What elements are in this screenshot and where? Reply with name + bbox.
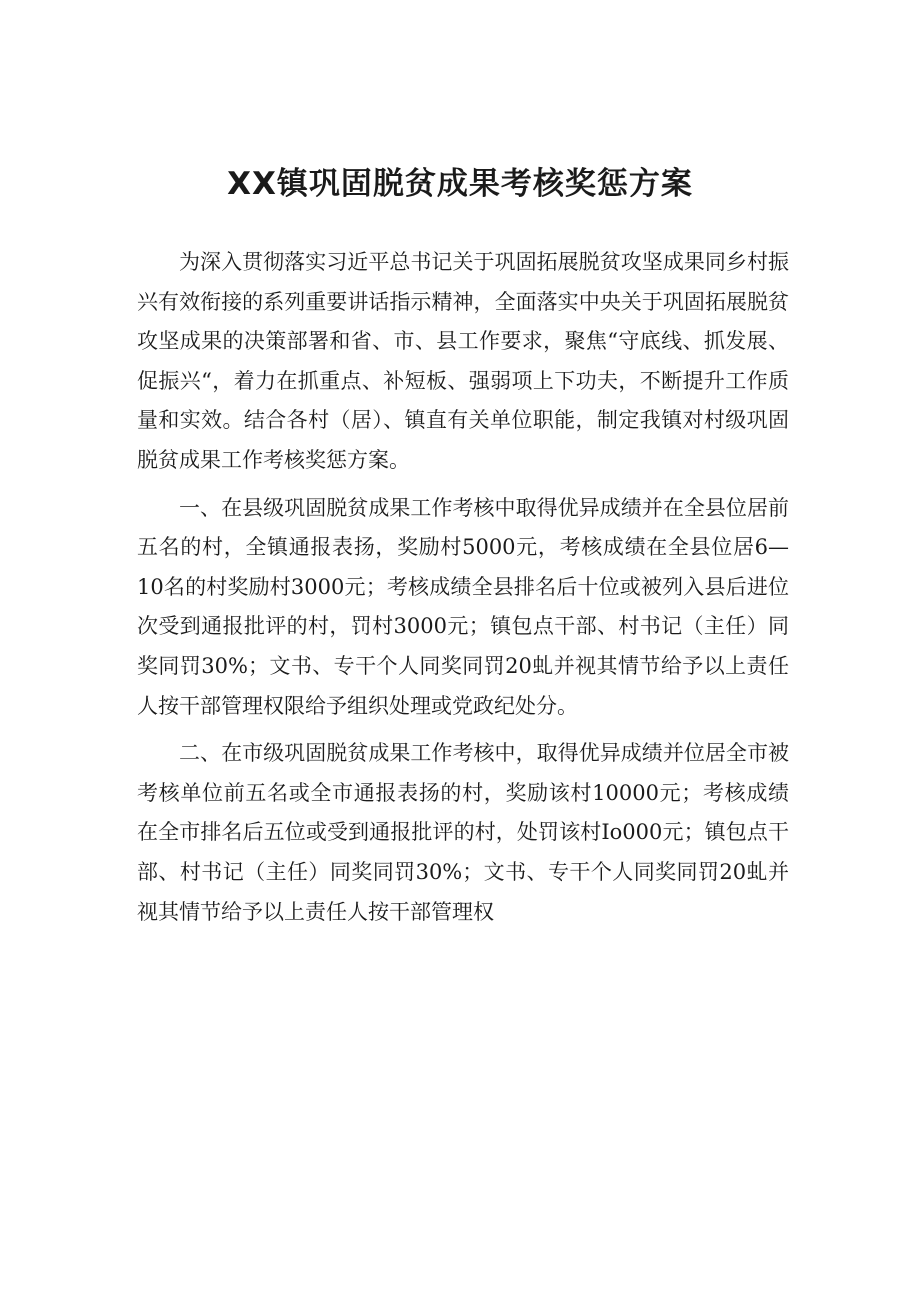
paragraph-city-assessment: 二、在市级巩固脱贫成果工作考核中，取得优异成绩并位居全市被考核单位前五名或全市通报表扬的村，奖励该村10000元；考核成绩在全市排名后五位或受到通报批评的村，处罚该村Io000元；镇包点干部、村书记（主任）同奖同罚30%；文书、专干个人同奖同罚20虬并视其情节给予以上责任人按干部管理权	[137, 741, 789, 924]
document-title: XX镇巩固脱贫成果考核奖惩方案	[227, 166, 693, 202]
paragraph-county-assessment: 一、在县级巩固脱贫成果工作考核中取得优异成绩并在全县位居前五名的村，全镇通报表扬，奖励村5000元，考核成绩在全县位居6—10名的村奖励村3000元；考核成绩全县排名后十位或被列入县后进位次受到通报批评的村，罚村3000元；镇包点干部、村书记（主任）同奖同罚30%；文书、专干个人同奖同罚20虬并视其情节给予以上责任人按干部管理权限给予组织处理或党政纪处分。	[137, 495, 789, 718]
document-body	[137, 243, 789, 932]
paragraph-intro: 为深入贯彻落实习近平总书记关于巩固拓展脱贫攻坚成果同乡村振兴有效衔接的系列重要讲话指示精神，全面落实中央关于巩固拓展脱贫攻坚成果的决策部署和省、市、县工作要求，聚焦“守底线、抓发展、促振兴“，着力在抓重点、补短板、强弱项上下功夫，不断提升工作质量和实效。结合各村（居）、镇直有关单位职能，制定我镇对村级巩固脱贫成果工作考核奖惩方案。	[137, 250, 789, 472]
